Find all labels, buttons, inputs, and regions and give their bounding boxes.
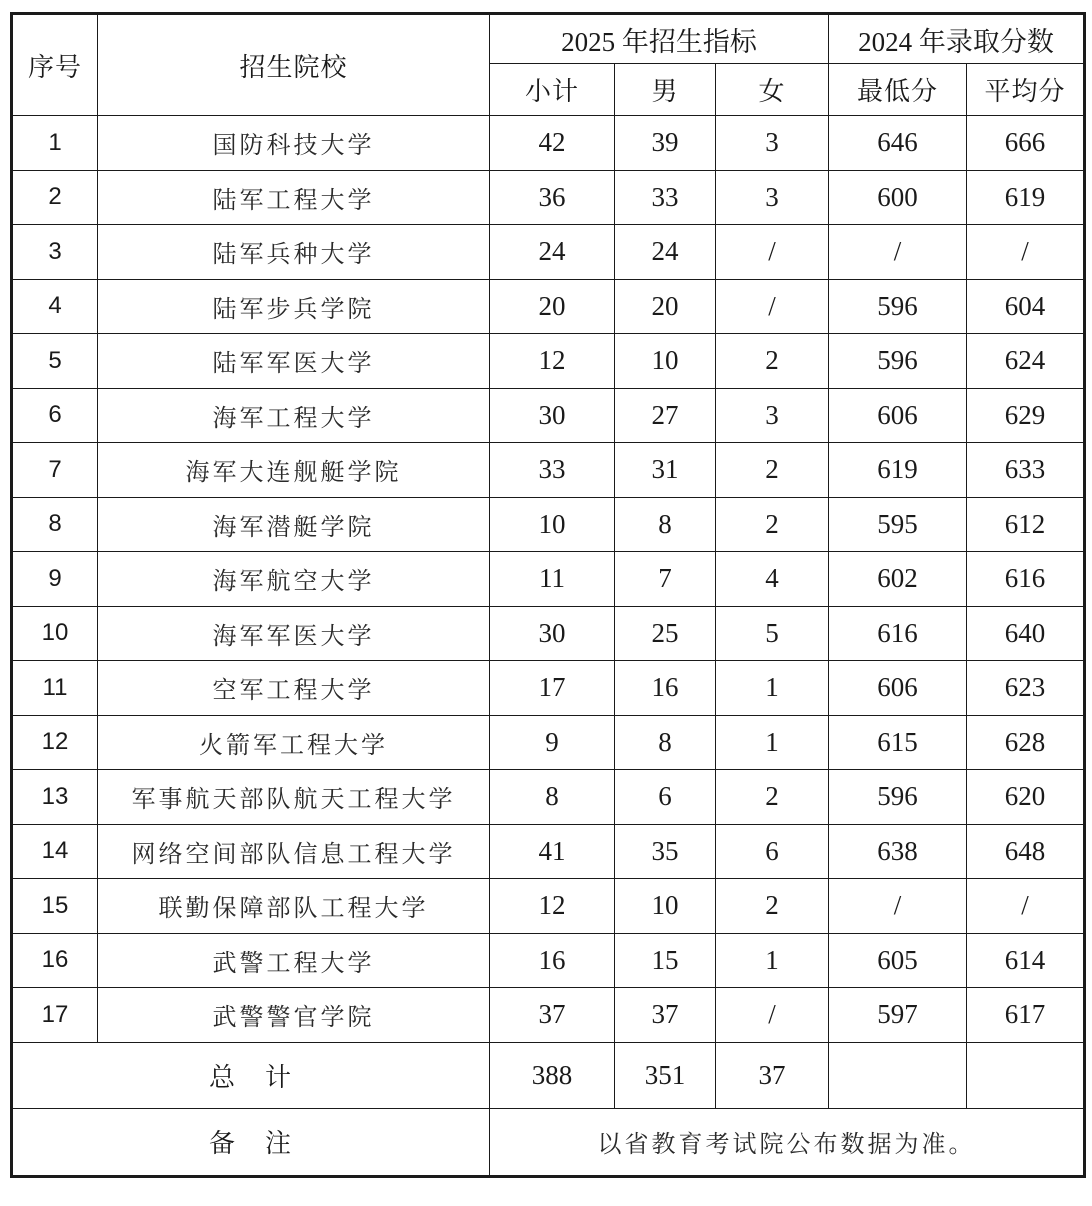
cell-subtotal: 20 <box>490 279 615 334</box>
cell-min-score: 606 <box>829 661 967 716</box>
cell-male: 6 <box>615 770 716 825</box>
cell-avg-score: 620 <box>967 770 1085 825</box>
total-subtotal: 388 <box>490 1042 615 1108</box>
cell-female: 3 <box>716 170 829 225</box>
table-row <box>12 552 1085 607</box>
cell-school: 海军航空大学 <box>98 552 490 607</box>
cell-seq: 9 <box>12 552 98 607</box>
cell-school: 网络空间部队信息工程大学 <box>98 824 490 879</box>
cell-avg-score: 629 <box>967 388 1085 443</box>
cell-female: 2 <box>716 879 829 934</box>
table-row <box>12 497 1085 552</box>
cell-min-score: 605 <box>829 933 967 988</box>
table-body <box>12 116 1085 1043</box>
cell-subtotal: 37 <box>490 988 615 1043</box>
cell-min-score: 638 <box>829 824 967 879</box>
cell-avg-score: 612 <box>967 497 1085 552</box>
table-row <box>12 116 1085 171</box>
col-male-header: 男 <box>615 64 716 116</box>
cell-min-score: 600 <box>829 170 967 225</box>
cell-seq: 10 <box>12 606 98 661</box>
cell-male: 15 <box>615 933 716 988</box>
cell-female: 1 <box>716 661 829 716</box>
cell-female: 2 <box>716 443 829 498</box>
cell-subtotal: 17 <box>490 661 615 716</box>
quota-group-header: 2025 年招生指标 <box>490 14 829 64</box>
cell-seq: 3 <box>12 225 98 280</box>
cell-female: / <box>716 279 829 334</box>
cell-female: 1 <box>716 933 829 988</box>
cell-avg-score: 617 <box>967 988 1085 1043</box>
cell-female: 4 <box>716 552 829 607</box>
cell-avg-score: 604 <box>967 279 1085 334</box>
cell-male: 10 <box>615 879 716 934</box>
cell-female: 2 <box>716 334 829 389</box>
cell-female: 6 <box>716 824 829 879</box>
cell-male: 8 <box>615 715 716 770</box>
cell-male: 37 <box>615 988 716 1043</box>
total-row <box>12 1042 1085 1108</box>
cell-seq: 12 <box>12 715 98 770</box>
col-female-header: 女 <box>716 64 829 116</box>
cell-min-score: 606 <box>829 388 967 443</box>
cell-avg-score: 619 <box>967 170 1085 225</box>
cell-avg-score: 633 <box>967 443 1085 498</box>
cell-seq: 8 <box>12 497 98 552</box>
cell-school: 陆军军医大学 <box>98 334 490 389</box>
cell-seq: 16 <box>12 933 98 988</box>
cell-subtotal: 33 <box>490 443 615 498</box>
cell-male: 27 <box>615 388 716 443</box>
table-header <box>12 14 1085 116</box>
cell-seq: 5 <box>12 334 98 389</box>
table-footer <box>12 1042 1085 1176</box>
admission-table <box>10 12 1086 1178</box>
cell-avg-score: 624 <box>967 334 1085 389</box>
cell-seq: 1 <box>12 116 98 171</box>
cell-school: 陆军工程大学 <box>98 170 490 225</box>
cell-min-score: 597 <box>829 988 967 1043</box>
col-school-header: 招生院校 <box>98 14 490 116</box>
cell-male: 39 <box>615 116 716 171</box>
cell-subtotal: 30 <box>490 606 615 661</box>
table-row <box>12 334 1085 389</box>
cell-school: 国防科技大学 <box>98 116 490 171</box>
total-female: 37 <box>716 1042 829 1108</box>
cell-school: 陆军步兵学院 <box>98 279 490 334</box>
cell-school: 海军大连舰艇学院 <box>98 443 490 498</box>
cell-school: 海军潜艇学院 <box>98 497 490 552</box>
cell-subtotal: 36 <box>490 170 615 225</box>
cell-male: 25 <box>615 606 716 661</box>
table-row <box>12 443 1085 498</box>
cell-subtotal: 12 <box>490 334 615 389</box>
cell-min-score: / <box>829 879 967 934</box>
cell-male: 7 <box>615 552 716 607</box>
cell-min-score: 596 <box>829 334 967 389</box>
cell-min-score: 616 <box>829 606 967 661</box>
cell-subtotal: 12 <box>490 879 615 934</box>
cell-seq: 13 <box>12 770 98 825</box>
cell-min-score: 602 <box>829 552 967 607</box>
cell-male: 33 <box>615 170 716 225</box>
cell-avg-score: / <box>967 225 1085 280</box>
cell-seq: 7 <box>12 443 98 498</box>
table-row <box>12 388 1085 443</box>
score-group-header: 2024 年录取分数 <box>829 14 1085 64</box>
cell-subtotal: 42 <box>490 116 615 171</box>
table-row <box>12 279 1085 334</box>
cell-avg-score: 648 <box>967 824 1085 879</box>
cell-male: 24 <box>615 225 716 280</box>
remark-text: 以省教育考试院公布数据为准。 <box>490 1108 1085 1176</box>
cell-avg-score: 623 <box>967 661 1085 716</box>
cell-female: / <box>716 225 829 280</box>
table-row <box>12 770 1085 825</box>
cell-school: 军事航天部队航天工程大学 <box>98 770 490 825</box>
table-row <box>12 879 1085 934</box>
cell-min-score: / <box>829 225 967 280</box>
cell-male: 20 <box>615 279 716 334</box>
cell-min-score: 596 <box>829 770 967 825</box>
header-row-top <box>12 14 1085 64</box>
col-min-score-header: 最低分 <box>829 64 967 116</box>
table-row <box>12 170 1085 225</box>
table-row <box>12 933 1085 988</box>
cell-school: 海军工程大学 <box>98 388 490 443</box>
cell-female: 3 <box>716 388 829 443</box>
cell-female: / <box>716 988 829 1043</box>
cell-male: 31 <box>615 443 716 498</box>
table-row <box>12 661 1085 716</box>
cell-avg-score: 614 <box>967 933 1085 988</box>
cell-school: 空军工程大学 <box>98 661 490 716</box>
cell-school: 联勤保障部队工程大学 <box>98 879 490 934</box>
col-avg-score-header: 平均分 <box>967 64 1085 116</box>
cell-female: 2 <box>716 497 829 552</box>
cell-subtotal: 9 <box>490 715 615 770</box>
cell-avg-score: 628 <box>967 715 1085 770</box>
cell-seq: 15 <box>12 879 98 934</box>
cell-avg-score: 640 <box>967 606 1085 661</box>
cell-subtotal: 11 <box>490 552 615 607</box>
cell-seq: 17 <box>12 988 98 1043</box>
total-min-score <box>829 1042 967 1108</box>
cell-subtotal: 16 <box>490 933 615 988</box>
cell-male: 35 <box>615 824 716 879</box>
cell-seq: 4 <box>12 279 98 334</box>
cell-school: 陆军兵种大学 <box>98 225 490 280</box>
cell-avg-score: 616 <box>967 552 1085 607</box>
cell-male: 8 <box>615 497 716 552</box>
cell-male: 10 <box>615 334 716 389</box>
cell-avg-score: / <box>967 879 1085 934</box>
cell-seq: 6 <box>12 388 98 443</box>
total-avg-score <box>967 1042 1085 1108</box>
cell-min-score: 615 <box>829 715 967 770</box>
cell-seq: 14 <box>12 824 98 879</box>
cell-subtotal: 24 <box>490 225 615 280</box>
col-seq-header: 序号 <box>12 14 98 116</box>
table-row <box>12 824 1085 879</box>
total-label: 总 计 <box>12 1042 490 1108</box>
remark-row <box>12 1108 1085 1176</box>
table-row <box>12 715 1085 770</box>
col-subtotal-header: 小计 <box>490 64 615 116</box>
cell-seq: 2 <box>12 170 98 225</box>
cell-school: 武警工程大学 <box>98 933 490 988</box>
cell-female: 5 <box>716 606 829 661</box>
cell-male: 16 <box>615 661 716 716</box>
cell-subtotal: 41 <box>490 824 615 879</box>
cell-subtotal: 30 <box>490 388 615 443</box>
cell-min-score: 595 <box>829 497 967 552</box>
table-row <box>12 988 1085 1043</box>
cell-school: 武警警官学院 <box>98 988 490 1043</box>
cell-female: 1 <box>716 715 829 770</box>
cell-subtotal: 10 <box>490 497 615 552</box>
table-row <box>12 225 1085 280</box>
total-male: 351 <box>615 1042 716 1108</box>
remark-label: 备 注 <box>12 1108 490 1176</box>
cell-female: 3 <box>716 116 829 171</box>
cell-min-score: 646 <box>829 116 967 171</box>
cell-avg-score: 666 <box>967 116 1085 171</box>
table-row <box>12 606 1085 661</box>
cell-school: 火箭军工程大学 <box>98 715 490 770</box>
cell-min-score: 619 <box>829 443 967 498</box>
cell-min-score: 596 <box>829 279 967 334</box>
cell-female: 2 <box>716 770 829 825</box>
cell-school: 海军军医大学 <box>98 606 490 661</box>
cell-subtotal: 8 <box>490 770 615 825</box>
cell-seq: 11 <box>12 661 98 716</box>
